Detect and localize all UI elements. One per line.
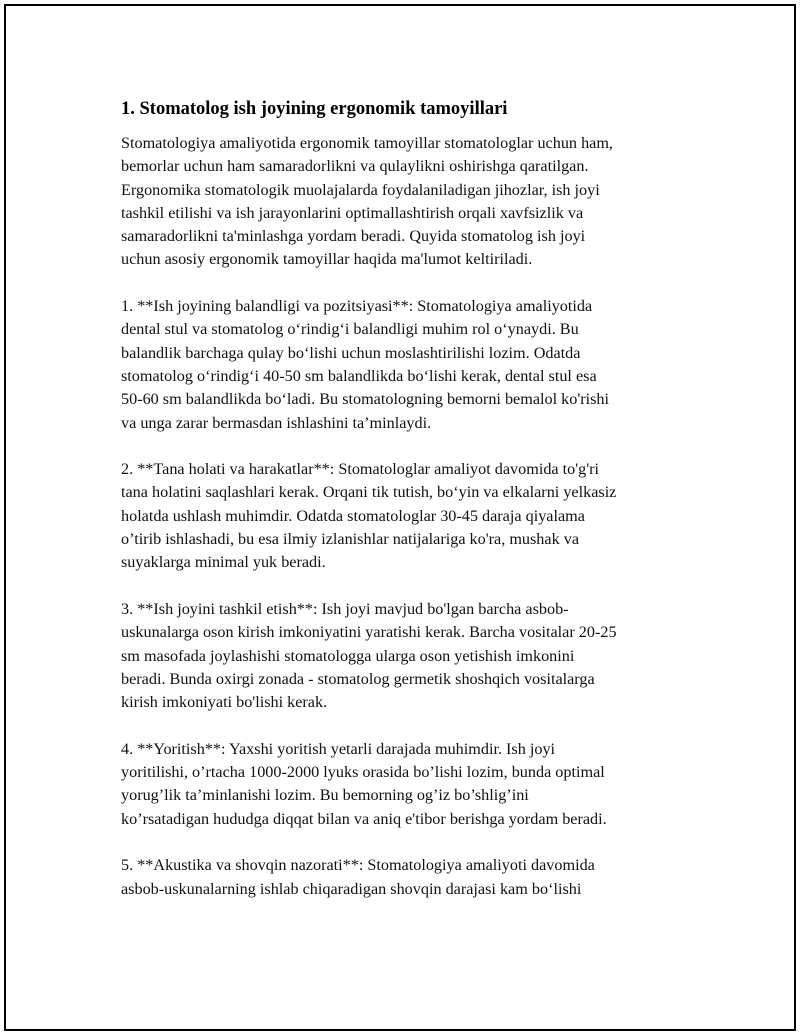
paragraph-item-5: 5. **Akustika va shovqin nazorati**: Stomatologiya amaliyoti davomida asbob-uskunalarning ishlab chiqaradigan shovqin darajasi kam bo‘lishi	[121, 856, 595, 898]
paragraph-item-3: 3. **Ish joyini tashkil etish**: Ish joyi mavjud bo'lgan barcha asbob- uskunalarga oson kirish imkoniyatini yaratishi kerak. Barcha vositalar 20-25 sm masofada joylashishi stomatologga ularga oson yetishish imkonini beradi. Bunda oxirgi zonada - stomatolog germetik shoshqich vositalarga kirish imkoniyati bo'lishi kerak.	[121, 599, 617, 712]
paragraph-item-1: 1. **Ish joyining balandligi va pozitsiyasi**: Stomatologiya amaliyotida dental stul va stomatolog o‘rindig‘i balandligi muhim rol o‘ynaydi. Bu balandlik barchaga qulay bo‘lishi uchun moslashtirilishi lozim. Odatda stomatolog o‘rindig‘i 40-50 sm balandlikda bo‘lishi kerak, dental stul esa 50-60 sm balandlikda bo‘ladi. Bu stomatologning bemorni bemalol ko'rishi va unga zarar bermasdan ishlashini ta’minlaydi.	[121, 297, 610, 432]
document-page	[4, 4, 796, 1031]
document-title: 1. Stomatolog ish joyining ergonomik tamoyillari	[121, 99, 508, 119]
paragraph-intro: Stomatologiya amaliyotida ergonomik tamoyillar stomatologlar uchun ham, bemorlar uchun ham samaradorlikni va qulaylikni oshirishga qaratilgan. Ergonomika stomatologik muolajalarda foydalaniladigan jihozlar, ish joyi tashkil etilishi va ish jarayonlarini optimallashtirish orqali xavfsizlik va samaradorlikni ta'minlashga yordam beradi. Quyida stomatolog ish joyi uchun asosiy ergonomik tamoyillar haqida ma'lumot keltiriladi.	[121, 134, 613, 269]
paragraph-item-4: 4. **Yoritish**: Yaxshi yoritish yetarli darajada muhimdir. Ish joyi yoritilishi, o’rtacha 1000-2000 lyuks orasida bo’lishi lozim, bunda optimal yorug’lik ta’minlanishi lozim. Bu bemorning og’iz bo’shlig’ini ko’rsatadigan hududga diqqat bilan va aniq e'tibor berishga yordam beradi.	[121, 739, 607, 828]
document-body	[121, 96, 691, 924]
paragraph-item-2: 2. **Tana holati va harakatlar**: Stomatologlar amaliyot davomida to'g'ri tana holatini saqlashlari kerak. Orqani tik tutish, bo‘yin va elkalarni yelkasiz holatda ushlash muhimdir. Odatda stomatologlar 30-45 daraja qiyalama o’tirib ishlashadi, bu esa ilmiy izlanishlar natijalariga ko'ra, mushak va suyaklarga minimal yuk beradi.	[121, 460, 617, 572]
